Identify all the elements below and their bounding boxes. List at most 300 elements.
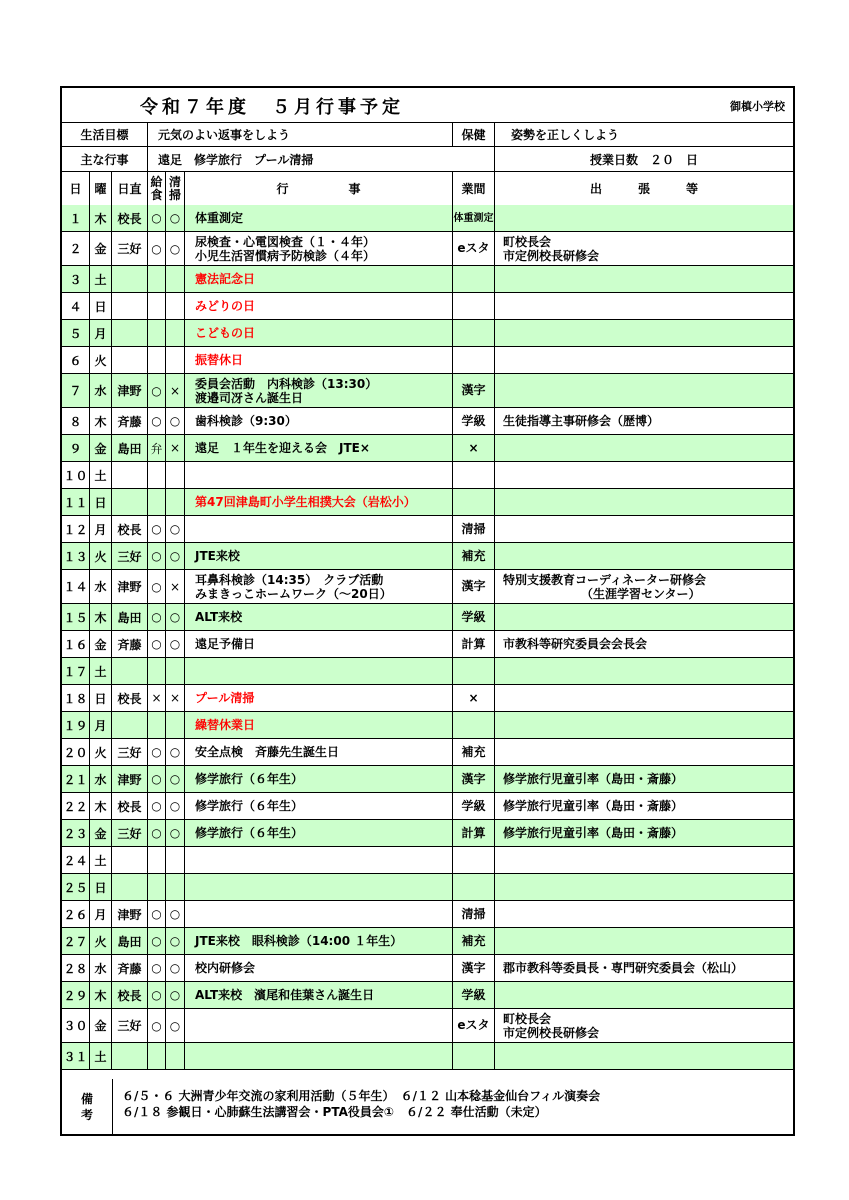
row-trip-line: 郡市教科等委員長・専門研究委員会（松山）	[503, 961, 744, 975]
row-duty	[112, 874, 148, 900]
row-event	[185, 570, 453, 603]
row-gap	[453, 658, 495, 684]
row-dow: 火	[90, 347, 112, 373]
row-gap: eスタ	[453, 1009, 495, 1042]
health-label: 保健	[453, 122, 495, 146]
row-dow: 木	[90, 205, 112, 231]
row-gap: 清掃	[453, 901, 495, 927]
class-days: 授業日数 ２０ 日	[589, 152, 698, 167]
table-row	[62, 232, 793, 266]
row-event	[185, 320, 453, 346]
row-event-line: 校内研修会	[195, 961, 256, 975]
row-lunch: 弁	[148, 435, 166, 461]
row-day: １１	[62, 489, 90, 515]
row-event	[185, 955, 453, 981]
row-duty	[112, 266, 148, 292]
row-duty: 斉藤	[112, 408, 148, 434]
col-trip: 出 張 等	[589, 182, 698, 196]
row-event	[185, 928, 453, 954]
row-dow: 月	[90, 516, 112, 542]
row-cleaning	[166, 266, 185, 292]
row-trip	[495, 982, 793, 1008]
row-trip	[495, 685, 793, 711]
row-duty	[112, 489, 148, 515]
row-event-line: みまきっこホームワーク（～20日）	[195, 586, 392, 601]
row-cleaning: ○	[166, 1009, 185, 1042]
row-event	[185, 847, 453, 873]
row-trip	[495, 658, 793, 684]
main-events-value: 遠足 修学旅行 プール清掃	[148, 147, 495, 171]
life-goal-label: 生活目標	[62, 122, 148, 146]
row-day: １８	[62, 685, 90, 711]
row-gap	[453, 347, 495, 373]
row-duty	[112, 320, 148, 346]
row-event	[185, 1043, 453, 1069]
row-day: ２５	[62, 874, 90, 900]
schedule-rows	[62, 205, 793, 1070]
row-lunch	[148, 1043, 166, 1069]
row-trip-line: 市定例校長研修会	[503, 1025, 600, 1040]
row-duty: 斉藤	[112, 955, 148, 981]
row-gap: 学級	[453, 408, 495, 434]
col-duty: 日直	[112, 172, 148, 205]
row-lunch: ○	[148, 604, 166, 630]
table-row	[62, 1043, 793, 1070]
row-trip-line: 市定例校長研修会	[503, 248, 600, 263]
row-gap: 学級	[453, 604, 495, 630]
row-lunch: ○	[148, 543, 166, 569]
row-lunch	[148, 462, 166, 488]
row-lunch: ×	[148, 685, 166, 711]
row-event-line: 歯科検診（9:30）	[195, 414, 297, 428]
row-gap: 補充	[453, 739, 495, 765]
table-row	[62, 1009, 793, 1043]
row-cleaning: ○	[166, 928, 185, 954]
row-event	[185, 901, 453, 927]
table-row	[62, 347, 793, 374]
row-event	[185, 1009, 453, 1042]
row-cleaning: ○	[166, 232, 185, 265]
row-day: ２３	[62, 820, 90, 846]
row-day: １	[62, 205, 90, 231]
table-row	[62, 847, 793, 874]
row-cleaning: ×	[166, 374, 185, 407]
row-cleaning: ○	[166, 205, 185, 231]
row-trip	[495, 793, 793, 819]
row-trip-line: 特別支援教育コーディネーター研修会	[503, 572, 707, 587]
row-trip	[495, 739, 793, 765]
title-row	[62, 88, 793, 123]
row-duty: 三好	[112, 739, 148, 765]
main-events-label: 主な行事	[62, 147, 148, 171]
row-day: ９	[62, 435, 90, 461]
table-row	[62, 766, 793, 793]
row-event-line: 繰替休業日	[195, 718, 256, 732]
row-dow: 土	[90, 462, 112, 488]
row-dow: 金	[90, 820, 112, 846]
row-cleaning: ○	[166, 955, 185, 981]
row-trip	[495, 205, 793, 231]
row-cleaning: ○	[166, 604, 185, 630]
row-duty: 津野	[112, 570, 148, 603]
row-event	[185, 516, 453, 542]
row-dow: 日	[90, 293, 112, 319]
col-cleaning: 清掃	[166, 172, 185, 205]
row-dow: 木	[90, 408, 112, 434]
row-day: ３１	[62, 1043, 90, 1069]
table-row	[62, 631, 793, 658]
row-lunch	[148, 320, 166, 346]
table-row	[62, 266, 793, 293]
row-day: １７	[62, 658, 90, 684]
row-lunch: ○	[148, 205, 166, 231]
table-row	[62, 320, 793, 347]
row-gap	[453, 712, 495, 738]
row-day: ３	[62, 266, 90, 292]
row-lunch: ○	[148, 631, 166, 657]
row-duty: 校長	[112, 205, 148, 231]
row-dow: 火	[90, 739, 112, 765]
row-event	[185, 293, 453, 319]
row-lunch: ○	[148, 570, 166, 603]
row-gap: 計算	[453, 820, 495, 846]
table-row	[62, 604, 793, 631]
table-row	[62, 685, 793, 712]
row-day: ６	[62, 347, 90, 373]
row-lunch	[148, 712, 166, 738]
row-cleaning: ○	[166, 982, 185, 1008]
row-day: ４	[62, 293, 90, 319]
row-cleaning	[166, 712, 185, 738]
row-trip	[495, 874, 793, 900]
row-event	[185, 874, 453, 900]
row-trip-line: （生涯学習センター）	[503, 586, 701, 601]
row-lunch: ○	[148, 901, 166, 927]
table-row	[62, 658, 793, 685]
row-day: １４	[62, 570, 90, 603]
table-row	[62, 793, 793, 820]
row-day: ７	[62, 374, 90, 407]
row-duty: 校長	[112, 685, 148, 711]
school-name: 御槙小学校	[730, 100, 785, 113]
row-cleaning: ×	[166, 685, 185, 711]
table-row	[62, 982, 793, 1009]
row-duty	[112, 712, 148, 738]
row-event	[185, 266, 453, 292]
table-row	[62, 462, 793, 489]
row-duty: 津野	[112, 901, 148, 927]
row-event	[185, 435, 453, 461]
row-gap: 漢字	[453, 766, 495, 792]
notes-label	[62, 1079, 113, 1134]
row-event	[185, 793, 453, 819]
page-title: 令和７年度 ５月行事予定	[140, 97, 404, 118]
row-dow: 木	[90, 604, 112, 630]
row-cleaning: ×	[166, 570, 185, 603]
row-cleaning	[166, 489, 185, 515]
table-row	[62, 874, 793, 901]
row-duty: 三好	[112, 1009, 148, 1042]
row-event-line: 憲法記念日	[195, 272, 256, 286]
row-lunch: ○	[148, 232, 166, 265]
row-day: １３	[62, 543, 90, 569]
row-trip	[495, 293, 793, 319]
row-event	[185, 658, 453, 684]
row-gap: 学級	[453, 982, 495, 1008]
row-dow: 日	[90, 685, 112, 711]
row-gap: 漢字	[453, 374, 495, 407]
row-lunch	[148, 847, 166, 873]
row-cleaning: ○	[166, 739, 185, 765]
table-row	[62, 408, 793, 435]
row-duty: 校長	[112, 793, 148, 819]
row-cleaning	[166, 347, 185, 373]
row-cleaning	[166, 658, 185, 684]
row-duty	[112, 347, 148, 373]
row-event-line: ALT来校 濱尾和佳葉さん誕生日	[195, 988, 375, 1002]
row-cleaning	[166, 320, 185, 346]
row-day: １２	[62, 516, 90, 542]
row-event	[185, 604, 453, 630]
row-day: ５	[62, 320, 90, 346]
row-duty: 斉藤	[112, 631, 148, 657]
row-cleaning: ○	[166, 901, 185, 927]
row-trip-line: 修学旅行児童引率（島田・斎藤）	[503, 826, 684, 840]
row-event	[185, 374, 453, 407]
row-cleaning: ×	[166, 435, 185, 461]
row-cleaning: ○	[166, 631, 185, 657]
table-row	[62, 516, 793, 543]
health-value: 姿勢を正しくしよう	[511, 127, 620, 142]
row-day: １９	[62, 712, 90, 738]
col-gap: 業間	[453, 172, 495, 205]
table-row	[62, 489, 793, 516]
row-trip	[495, 847, 793, 873]
row-event	[185, 685, 453, 711]
row-day: ２４	[62, 847, 90, 873]
row-event-line: 修学旅行（６年生）	[195, 826, 304, 840]
row-lunch: ○	[148, 1009, 166, 1042]
row-gap: eスタ	[453, 232, 495, 265]
schedule-sheet	[60, 86, 795, 1136]
row-gap: 計算	[453, 631, 495, 657]
row-day: ８	[62, 408, 90, 434]
row-event-line: 渡邉司冴さん誕生日	[195, 390, 304, 405]
row-duty: 三好	[112, 232, 148, 265]
table-row	[62, 955, 793, 982]
row-duty: 校長	[112, 516, 148, 542]
row-trip	[495, 347, 793, 373]
row-day: １０	[62, 462, 90, 488]
row-trip	[495, 631, 793, 657]
row-lunch: ○	[148, 820, 166, 846]
col-dow: 曜	[90, 172, 112, 205]
row-dow: 水	[90, 374, 112, 407]
row-dow: 土	[90, 1043, 112, 1069]
row-trip-line: 修学旅行児童引率（島田・斎藤）	[503, 799, 684, 813]
row-duty	[112, 847, 148, 873]
row-event	[185, 982, 453, 1008]
row-trip	[495, 955, 793, 981]
row-gap: 体重測定	[453, 205, 495, 231]
row-duty: 三好	[112, 820, 148, 846]
row-trip	[495, 232, 793, 265]
row-dow: 水	[90, 570, 112, 603]
row-trip	[495, 489, 793, 515]
row-day: ２８	[62, 955, 90, 981]
row-dow: 水	[90, 766, 112, 792]
row-trip	[495, 266, 793, 292]
row-gap: 漢字	[453, 955, 495, 981]
table-row	[62, 901, 793, 928]
table-row	[62, 928, 793, 955]
row-day: １６	[62, 631, 90, 657]
row-event-line: 小児生活習慣病予防検診（４年）	[195, 248, 376, 263]
row-lunch: ○	[148, 408, 166, 434]
row-trip-line: 生徒指導主事研修会（歴博）	[503, 414, 660, 428]
row-duty: 島田	[112, 435, 148, 461]
row-day: ２２	[62, 793, 90, 819]
row-event-line: ALT来校	[195, 610, 243, 624]
row-day: ２１	[62, 766, 90, 792]
row-event-line: JTE来校 眼科検診（14:00 １年生）	[195, 934, 403, 948]
row-event	[185, 347, 453, 373]
row-trip	[495, 435, 793, 461]
row-trip	[495, 604, 793, 630]
row-dow: 日	[90, 874, 112, 900]
row-gap	[453, 1043, 495, 1069]
row-dow: 土	[90, 266, 112, 292]
row-gap: ×	[453, 435, 495, 461]
row-day: ２０	[62, 739, 90, 765]
row-cleaning	[166, 847, 185, 873]
row-trip	[495, 712, 793, 738]
row-duty: 津野	[112, 766, 148, 792]
row-cleaning	[166, 293, 185, 319]
row-cleaning: ○	[166, 408, 185, 434]
row-lunch: ○	[148, 374, 166, 407]
row-event-line: 尿検査・心電図検査（１・４年）	[195, 234, 376, 249]
row-duty	[112, 462, 148, 488]
main-events-row	[62, 147, 793, 172]
row-dow: 月	[90, 320, 112, 346]
row-trip	[495, 820, 793, 846]
table-row	[62, 739, 793, 766]
row-cleaning: ○	[166, 820, 185, 846]
row-lunch: ○	[148, 955, 166, 981]
table-row	[62, 543, 793, 570]
notes-label-2: 考	[80, 1107, 93, 1122]
row-cleaning: ○	[166, 543, 185, 569]
row-event-line: 委員会活動 内科検診（13:30）	[195, 376, 378, 391]
row-event	[185, 408, 453, 434]
column-header	[62, 172, 793, 206]
table-row	[62, 293, 793, 320]
notes-text	[122, 1088, 600, 1120]
row-gap	[453, 489, 495, 515]
row-duty	[112, 293, 148, 319]
row-cleaning	[166, 1043, 185, 1069]
row-event	[185, 462, 453, 488]
row-duty: 三好	[112, 543, 148, 569]
row-dow: 金	[90, 631, 112, 657]
row-dow: 水	[90, 955, 112, 981]
row-dow: 金	[90, 1009, 112, 1042]
row-dow: 土	[90, 847, 112, 873]
table-row	[62, 820, 793, 847]
row-duty: 校長	[112, 982, 148, 1008]
notes-line-2: ６/１８ 参観日・心肺蘇生法講習会・PTA役員会① ６/２２ 奉仕活動（未定）	[122, 1105, 547, 1119]
row-gap: ×	[453, 685, 495, 711]
row-day: ２７	[62, 928, 90, 954]
row-dow: 土	[90, 658, 112, 684]
row-gap: 補充	[453, 928, 495, 954]
row-trip	[495, 408, 793, 434]
row-event	[185, 739, 453, 765]
row-cleaning: ○	[166, 766, 185, 792]
row-duty: 島田	[112, 928, 148, 954]
row-day: ２９	[62, 982, 90, 1008]
row-event-line: みどりの日	[195, 299, 256, 313]
row-duty	[112, 658, 148, 684]
life-goal-row	[62, 122, 793, 147]
row-dow: 月	[90, 712, 112, 738]
row-gap	[453, 320, 495, 346]
row-event-line: 耳鼻科検診（14:35） クラブ活動	[195, 572, 384, 587]
notes-section	[62, 1079, 793, 1134]
row-trip	[495, 928, 793, 954]
notes-line-1: ６/５・６ 大洲青少年交流の家利用活動（５年生） ６/１２ 山本稔基金仙台フィル演奏会	[122, 1089, 601, 1103]
row-event	[185, 712, 453, 738]
row-lunch	[148, 293, 166, 319]
row-gap: 清掃	[453, 516, 495, 542]
row-event-line: 安全点検 斉藤先生誕生日	[195, 745, 340, 759]
row-trip	[495, 1043, 793, 1069]
row-duty: 島田	[112, 604, 148, 630]
row-lunch: ○	[148, 982, 166, 1008]
row-event	[185, 820, 453, 846]
row-dow: 木	[90, 793, 112, 819]
row-day: １５	[62, 604, 90, 630]
row-lunch	[148, 658, 166, 684]
row-trip-line: 町校長会	[503, 1011, 552, 1026]
row-dow: 木	[90, 982, 112, 1008]
row-gap	[453, 293, 495, 319]
row-event	[185, 489, 453, 515]
row-event	[185, 766, 453, 792]
row-day: ２	[62, 232, 90, 265]
table-row	[62, 570, 793, 604]
life-goal-value: 元気のよい返事をしよう	[148, 122, 453, 146]
row-trip	[495, 374, 793, 407]
row-cleaning: ○	[166, 793, 185, 819]
row-cleaning: ○	[166, 516, 185, 542]
row-lunch	[148, 874, 166, 900]
col-day: 日	[62, 172, 90, 205]
row-gap	[453, 462, 495, 488]
row-event-line: プール清掃	[195, 691, 255, 705]
row-event-line: こどもの日	[195, 326, 256, 340]
row-trip	[495, 462, 793, 488]
row-event	[185, 232, 453, 265]
row-dow: 火	[90, 543, 112, 569]
row-dow: 金	[90, 232, 112, 265]
row-trip	[495, 766, 793, 792]
row-event-line: 体重測定	[195, 211, 244, 225]
row-cleaning	[166, 874, 185, 900]
row-lunch	[148, 347, 166, 373]
row-cleaning	[166, 462, 185, 488]
